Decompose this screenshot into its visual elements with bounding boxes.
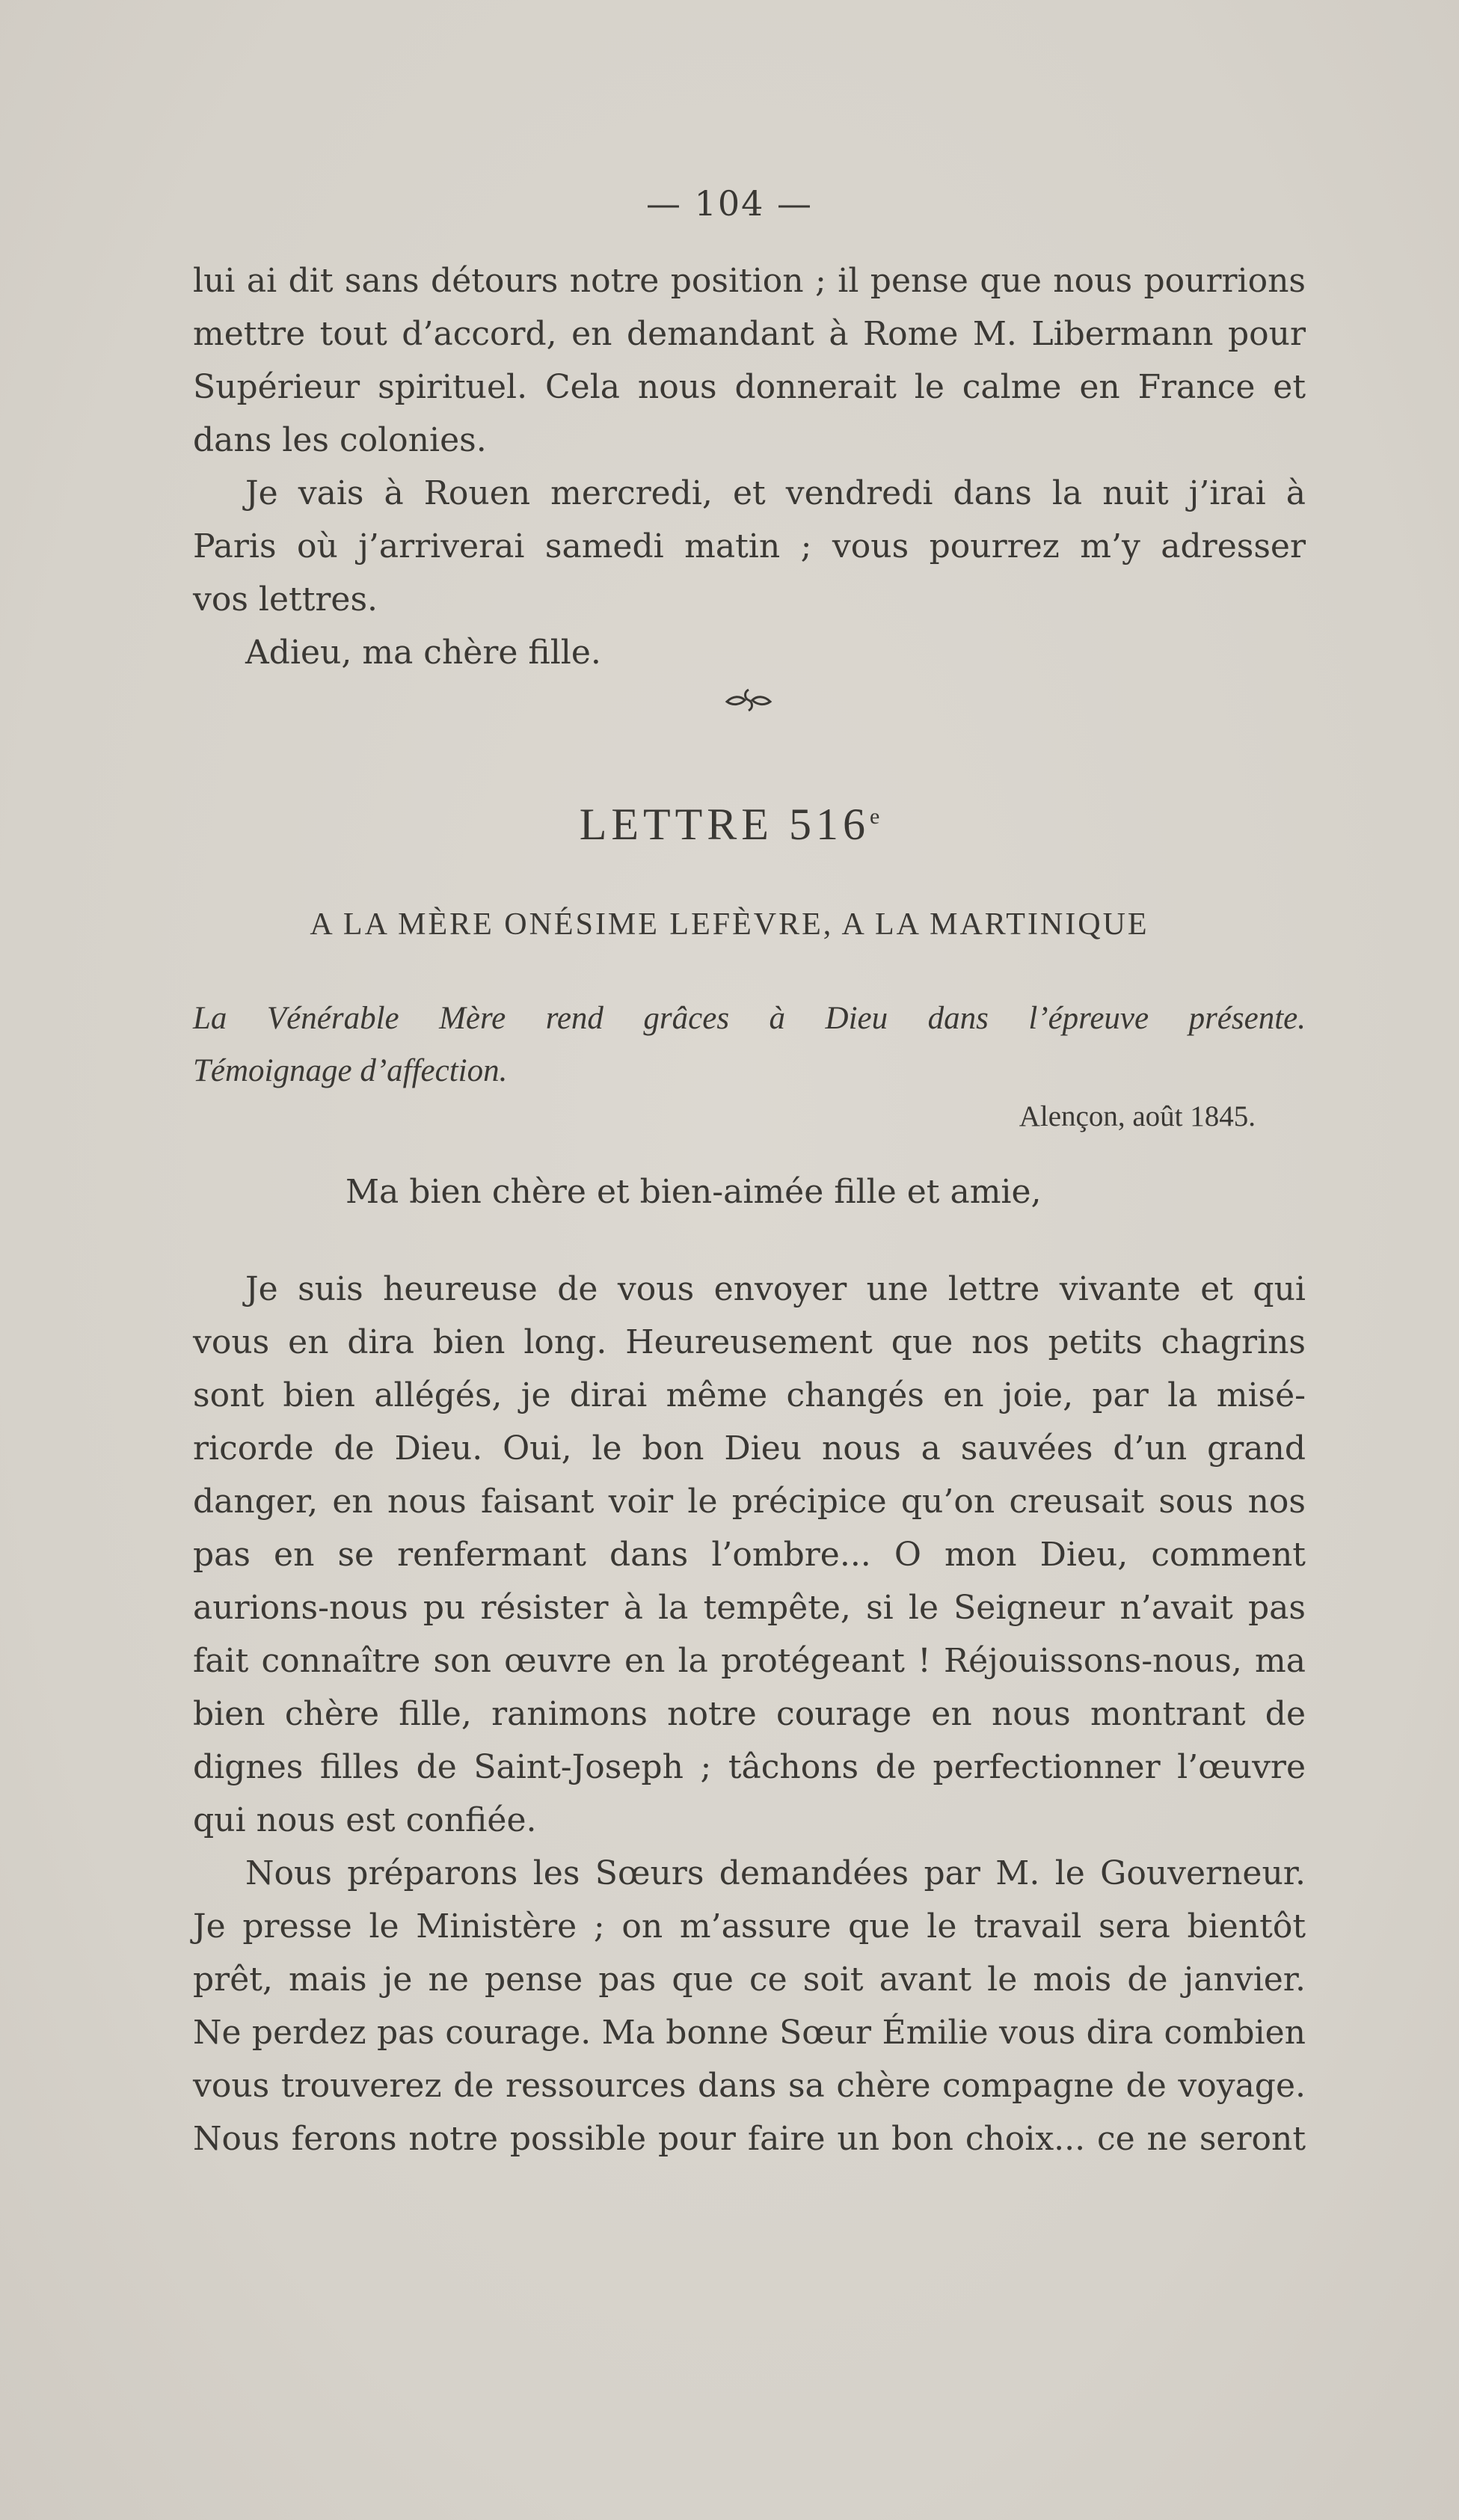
body-line: vous trouverez de ressources dans sa chère compagne de voyage. [193,2067,1306,2105]
text-line: Adieu, ma chère fille. [245,634,601,672]
letter-title-superscript: e [869,804,880,829]
body-line: pas en se renfermant dans l’ombre... O mon Dieu, comment [193,1536,1306,1574]
body-line: dignes filles de Saint-Joseph ; tâchons de perfectionner l’œuvre [193,1748,1306,1786]
body-line: Nous ferons notre possible pour faire un bon choix... ce ne seront [193,2120,1306,2158]
text-line: dans les colonies. [193,421,487,459]
continuation-text [193,254,1306,679]
body-line: qui nous est confiée. [193,1801,537,1839]
body-line: Nous préparons les Sœurs demandées par M. le Gouverneur. [245,1854,1306,1892]
letter-body [193,1263,1306,2165]
text-line: mettre tout d’accord, en demandant à Rome M. Libermann pour [193,315,1306,353]
text-line: Paris où j’arriverai samedi matin ; vous pourrez m’y adresser [193,527,1306,565]
body-line: bien chère fille, ranimons notre courage en nous montrant de [193,1695,1306,1733]
body-line: prêt, mais je ne pense pas que ce soit avant le mois de janvier. [193,1960,1306,1999]
body-line: fait connaître son œuvre en la protégeant ! Réjouissons-nous, ma [193,1642,1306,1680]
body-line: vous en dira bien long. Heureusement que nos petits chagrins [193,1323,1306,1361]
text-line: Je vais à Rouen mercredi, et vendredi dans la nuit j’irai à [245,474,1306,512]
body-line: Ne perdez pas courage. Ma bonne Sœur Émilie vous dira combien [193,2014,1306,2052]
letter-summary [193,993,1306,1097]
text-line: Supérieur spirituel. Cela nous donnerait le calme en France et [193,368,1306,406]
text-line: lui ai dit sans détours notre position ; il pense que nous pourrions [193,262,1306,300]
text-line: vos lettres. [193,580,378,619]
body-line: ricorde de Dieu. Oui, le bon Dieu nous a sauvées d’un grand [193,1429,1306,1468]
body-line: danger, en nous faisant voir le précipice qu’on creusait sous nos [193,1483,1306,1521]
fleuron-ornament-icon [724,687,773,714]
body-line: Je suis heureuse de vous envoyer une lettre vivante et qui [245,1270,1306,1308]
page-number: — 104 — [645,183,814,224]
letter-salutation: Ma bien chère et bien-aimée fille et amie, [345,1173,1042,1211]
body-line: Je presse le Ministère ; on m’assure que le travail sera bientôt [193,1907,1306,1946]
summary-line: La Vénérable Mère rend grâces à Dieu dans l’épreuve présente. [193,1001,1306,1036]
body-line: aurions-nous pu résister à la tempête, si le Seigneur n’avait pas [193,1589,1306,1627]
summary-line: Témoignage d’affection. [193,1053,508,1088]
letter-title-text: LETTRE 516 [579,800,870,849]
letter-title [0,799,1459,850]
body-line: sont bien allégés, je dirai même changés en joie, par la misé- [193,1376,1306,1414]
letter-recipient: A LA MÈRE ONÉSIME LEFÈVRE, A LA MARTINIQUE [310,907,1149,942]
letter-dateline: Alençon, août 1845. [1019,1100,1256,1132]
